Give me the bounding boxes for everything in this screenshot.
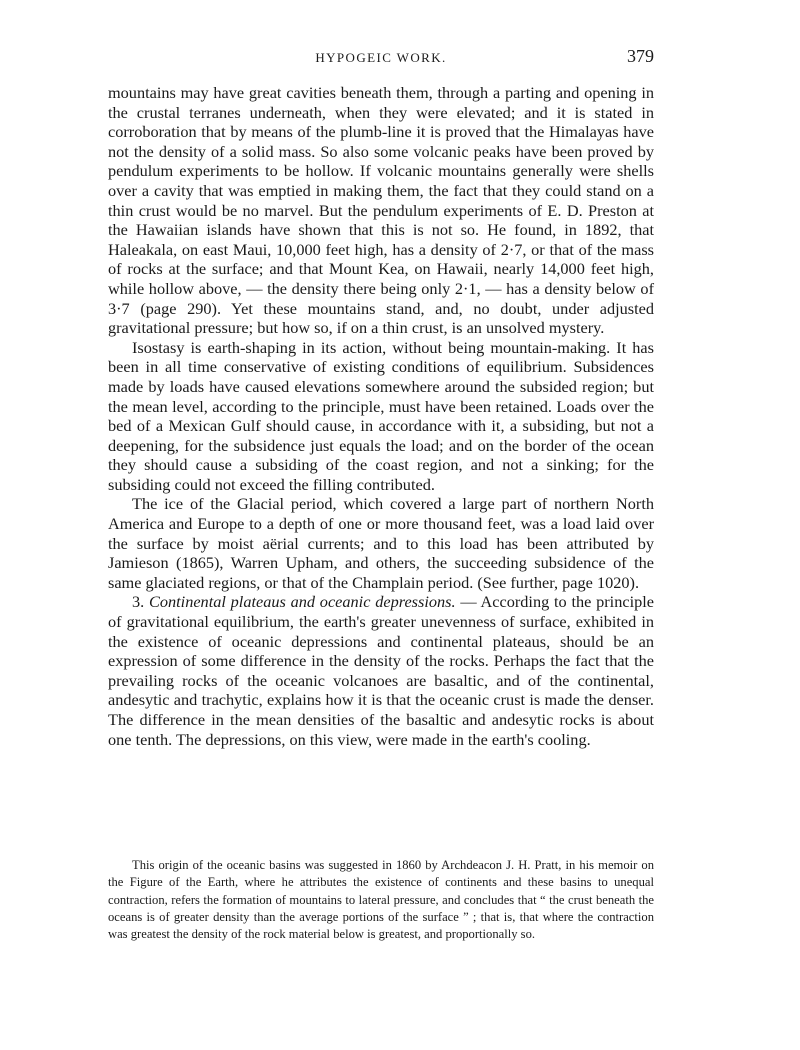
section-heading: Continental plateaus and oceanic depressions. <box>149 592 456 612</box>
section-continental-plateaus <box>108 592 654 749</box>
footnote-text: This origin of the oceanic basins was suggested in 1860 by Archdeacon J. H. Pratt, in his memoir on the Figure of the Earth, where he attributes the existence of continents and these basins to unequal contraction, refers the formation of mountains to lateral pressure, and concludes that “ the crust beneath the oceans is of greater density than the average portions of the surface ” ; that is, that where the contraction was greatest the density of the rock material below is greatest, and proportionally so. <box>108 858 654 942</box>
running-head <box>108 46 654 70</box>
running-title: HYPOGEIC WORK. <box>315 50 447 65</box>
page-number: 379 <box>627 46 654 66</box>
paragraph-continued: mountains may have great cavities beneath them, through a parting and opening in the crustal terranes underneath, when they were elevated; and it is stated in corroboration that by means of the plumb-line it is proved that the Himalayas have not the density of a solid mass. So also some volcanic peaks have been proved by pendulum experiments to be hollow. If volcanic mountains generally were shells over a cavity that was emptied in making them, the fact that they could stand on a thin crust would be no marvel. But the pendulum experiments of E. D. Preston at the Hawaiian islands have shown that this is not so. He found, in 1892, that Haleakala, on east Maui, 10,000 feet high, has a density of 2·7, or that of the mass of rocks at the surface; and that Mount Kea, on Hawaii, nearly 14,000 feet high, while hollow above, — the density there being only 2·1, — has a density below of 3·7 (page 290). Yet these mountains stand, and, no doubt, under adjusted gravitational pressure; but how so, if on a thin crust, is an unsolved mystery. <box>108 83 654 338</box>
section-text: — According to the principle of gravitational equilibrium, the earth's greater unevenness of surface, exhibited in the existence of oceanic depressions and continental plateaus, should be an expression of some difference in the density of the rocks. Perhaps the fact that the prevailing rocks of the oceanic volcanoes are basaltic, and of the continental, andesytic and trachytic, explains how it is that the oceanic crust is made the denser. The difference in the mean densities of the basaltic and andesytic rocks is about one tenth. The depressions, on this view, were made in the earth's cooling. <box>108 592 654 749</box>
paragraph-glacial-ice: The ice of the Glacial period, which covered a large part of northern North America and Europe to a depth of one or more thousand feet, was a load laid over the surface by moist aërial currents; and to this load has been attributed by Jamieson (1865), Warren Upham, and others, the succeeding subsidence of the same glaciated regions, or that of the Champlain period. (See further, page 1020). <box>108 494 654 592</box>
paragraph-isostasy: Isostasy is earth-shaping in its action, without being mountain-making. It has been in all time conservative of existing conditions of equilibrium. Subsidences made by loads have caused elevations somewhere around the subsided region; but the mean level, according to the principle, must have been retained. Loads over the bed of a Mexican Gulf should cause, in accordance with it, a subsiding, but not a deepening, for the subsidence just equals the load; and on the border of the ocean they should cause a subsiding of the coast region, and not a sinking; for the subsiding could not exceed the filling contributed. <box>108 337 654 494</box>
footnote <box>108 857 654 943</box>
body-text <box>108 83 654 749</box>
section-number: 3. <box>132 592 145 612</box>
